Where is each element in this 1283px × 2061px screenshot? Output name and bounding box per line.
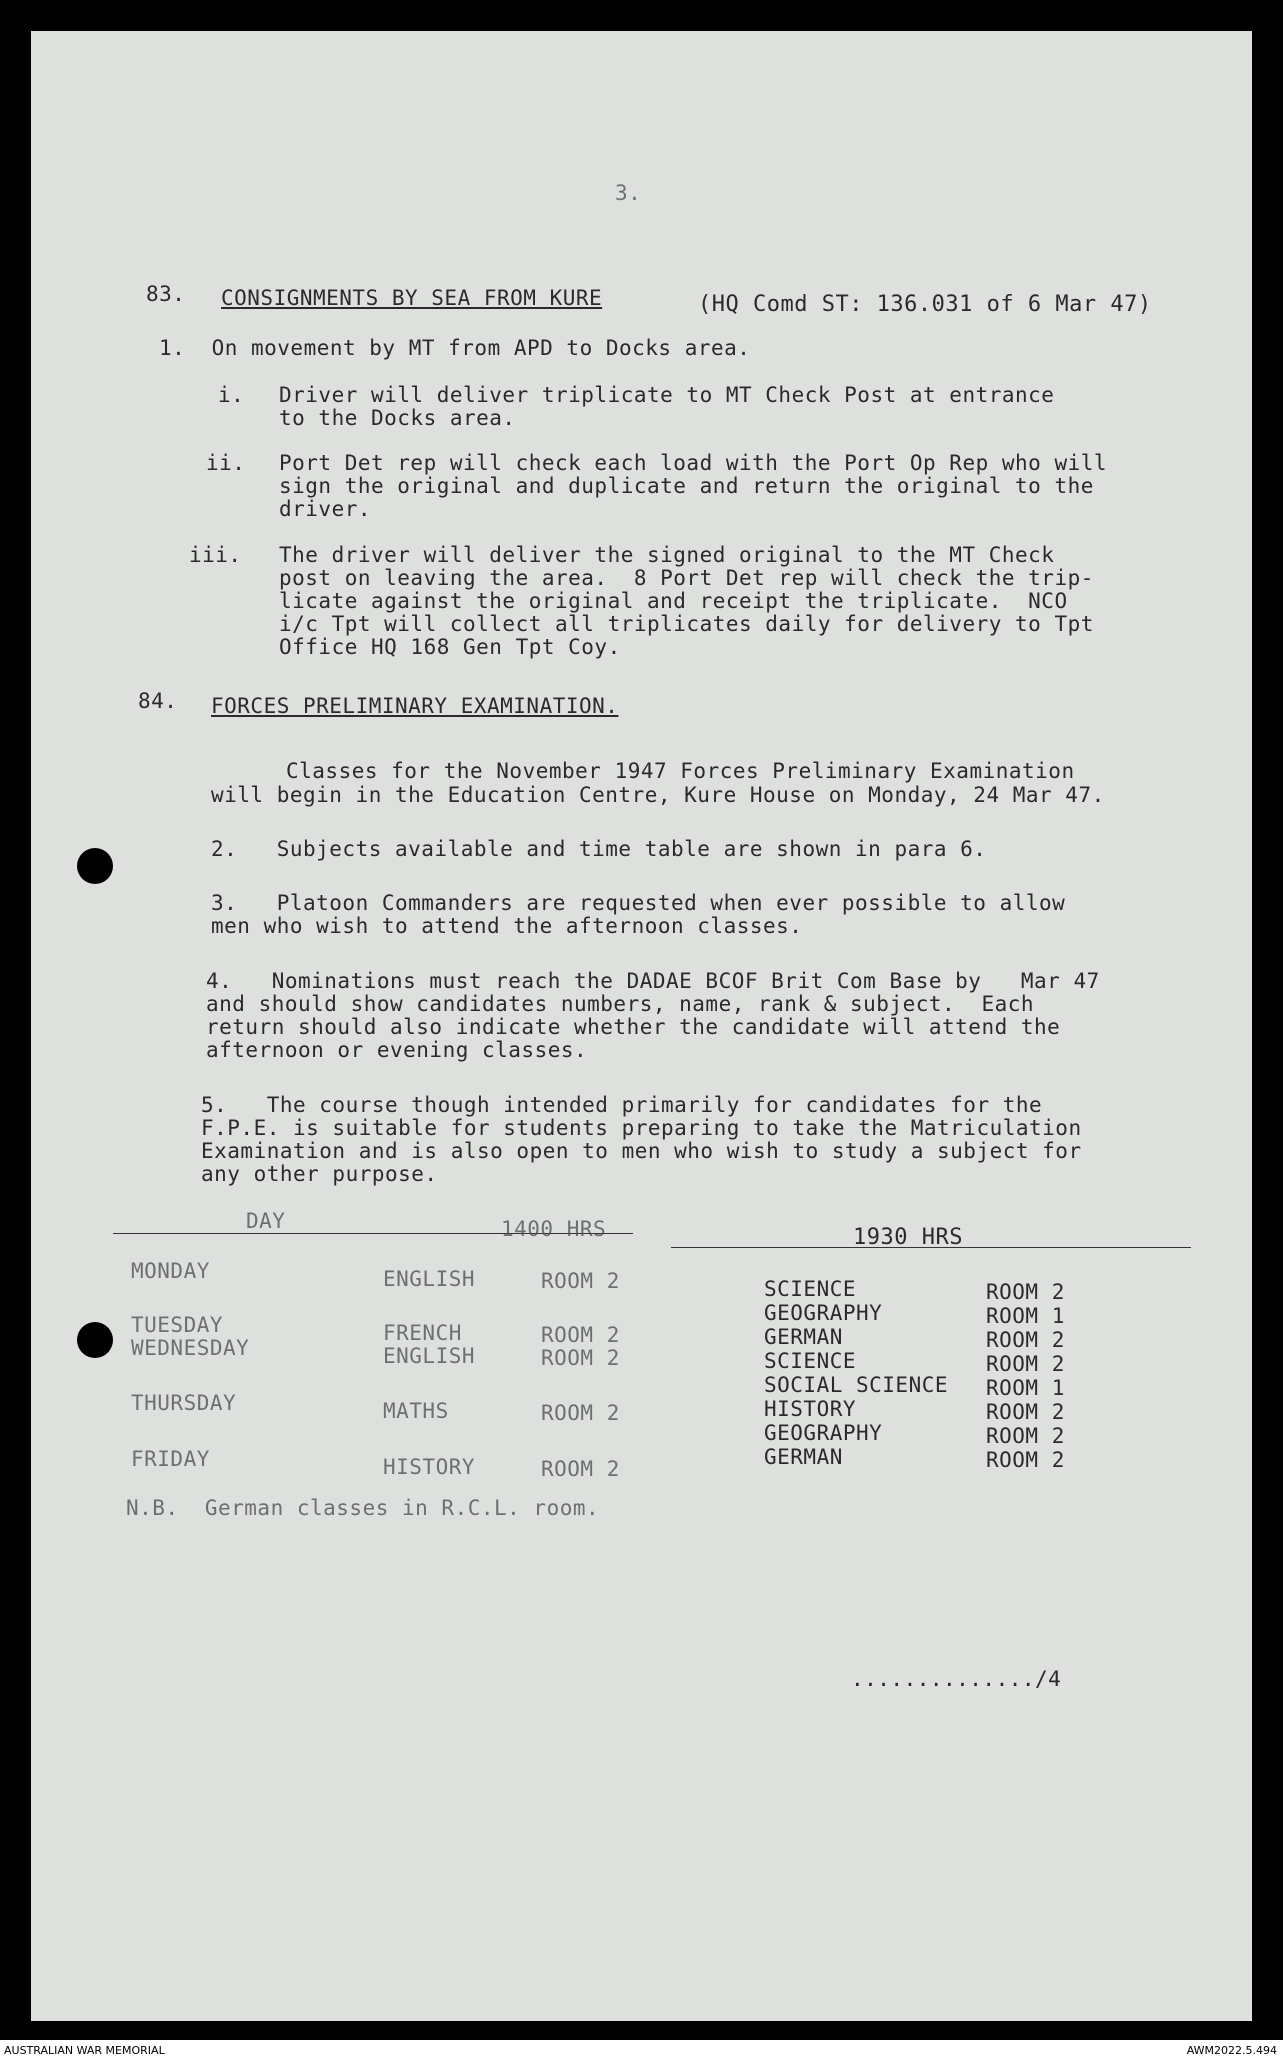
para-number: 84. bbox=[138, 689, 178, 713]
table-subject: ENGLISH bbox=[383, 1344, 476, 1368]
paragraph-line: F.P.E. is suitable for students preparing to take the Matriculation bbox=[201, 1116, 1082, 1140]
paragraph-line: will begin in the Education Centre, Kure House on Monday, 24 Mar 47. bbox=[211, 783, 1105, 807]
paragraph-line: 2. Subjects available and time table are shown in para 6. bbox=[211, 837, 987, 861]
item-line: The driver will deliver the signed original to the MT Check bbox=[279, 543, 1055, 567]
item-line: Port Det rep will check each load with the Port Op Rep who will bbox=[279, 451, 1108, 475]
archive-reference: AWM2022.5.494 bbox=[1186, 2044, 1277, 2057]
section-heading: FORCES PRELIMINARY EXAMINATION. bbox=[211, 694, 619, 718]
table-room: ROOM 2 bbox=[986, 1424, 1065, 1448]
table-day: MONDAY bbox=[131, 1259, 210, 1283]
table-day: WEDNESDAY bbox=[131, 1336, 250, 1360]
document-page bbox=[31, 31, 1252, 2021]
paragraph-line: men who wish to attend the afternoon classes. bbox=[211, 914, 803, 938]
table-room: ROOM 2 bbox=[986, 1448, 1065, 1472]
table-subject: HISTORY bbox=[383, 1455, 476, 1479]
item-line: Office HQ 168 Gen Tpt Coy. bbox=[279, 635, 621, 659]
paragraph-line: return should also indicate whether the candidate will attend the bbox=[206, 1015, 1061, 1039]
table-room: ROOM 2 bbox=[986, 1400, 1065, 1424]
item-line: post on leaving the area. 8 Port Det rep will check the trip- bbox=[279, 566, 1094, 590]
table-room: ROOM 2 bbox=[541, 1457, 620, 1481]
table-subject: GERMAN bbox=[764, 1325, 843, 1349]
table-subject: FRENCH bbox=[383, 1321, 462, 1345]
table-day: TUESDAY bbox=[131, 1313, 224, 1337]
item-number: iii. bbox=[189, 543, 242, 567]
column-header-day: DAY bbox=[246, 1209, 286, 1233]
paragraph-line: Examination and is also open to men who wish to study a subject for bbox=[201, 1139, 1082, 1163]
table-room: ROOM 2 bbox=[986, 1352, 1065, 1376]
table-room: ROOM 2 bbox=[986, 1280, 1065, 1304]
paragraph-line: Classes for the November 1947 Forces Preliminary Examination bbox=[286, 759, 1075, 783]
table-subject: SCIENCE bbox=[764, 1349, 857, 1373]
paragraph-line: 3. Platoon Commanders are requested when ever possible to allow bbox=[211, 891, 1066, 915]
table-subject: GEOGRAPHY bbox=[764, 1301, 883, 1325]
item-line: Driver will deliver triplicate to MT Check Post at entrance bbox=[279, 383, 1055, 407]
paragraph-line: afternoon or evening classes. bbox=[206, 1038, 588, 1062]
table-room: ROOM 2 bbox=[986, 1328, 1065, 1352]
paragraph-line: 4. Nominations must reach the DADAE BCOF Brit Com Base by Mar 47 bbox=[206, 969, 1100, 993]
table-room: ROOM 2 bbox=[541, 1269, 620, 1293]
paragraph-line: any other purpose. bbox=[201, 1162, 438, 1186]
table-room: ROOM 2 bbox=[541, 1401, 620, 1425]
item-line: to the Docks area. bbox=[279, 406, 516, 430]
table-note: N.B. German classes in R.C.L. room. bbox=[126, 1496, 600, 1520]
table-subject: SCIENCE bbox=[764, 1277, 857, 1301]
table-room: ROOM 1 bbox=[986, 1304, 1065, 1328]
table-subject: SOCIAL SCIENCE bbox=[764, 1373, 949, 1397]
table-subject: GEOGRAPHY bbox=[764, 1421, 883, 1445]
item-line: i/c Tpt will collect all triplicates daily for delivery to Tpt bbox=[279, 612, 1094, 636]
archive-footer bbox=[0, 2040, 1283, 2061]
item-line: driver. bbox=[279, 497, 372, 521]
table-subject: GERMAN bbox=[764, 1445, 843, 1469]
archive-name: AUSTRALIAN WAR MEMORIAL bbox=[4, 2044, 165, 2057]
punch-hole bbox=[77, 848, 113, 884]
item-number: ii. bbox=[206, 451, 246, 475]
column-header-evening: 1930 HRS bbox=[853, 1225, 963, 1250]
punch-hole bbox=[77, 1322, 113, 1358]
table-day: FRIDAY bbox=[131, 1447, 210, 1471]
paragraph-line: 5. The course though intended primarily for candidates for the bbox=[201, 1093, 1043, 1117]
paragraph-line: and should show candidates numbers, name, rank & subject. Each bbox=[206, 992, 1035, 1016]
reference: (HQ Comd ST: 136.031 of 6 Mar 47) bbox=[698, 292, 1152, 317]
table-subject: HISTORY bbox=[764, 1397, 857, 1421]
para-number: 83. bbox=[146, 282, 186, 306]
table-day: THURSDAY bbox=[131, 1391, 237, 1415]
column-header-afternoon: 1400 HRS bbox=[501, 1217, 607, 1241]
item-line: sign the original and duplicate and return the original to the bbox=[279, 474, 1094, 498]
table-room: ROOM 2 bbox=[541, 1346, 620, 1370]
item-line: licate against the original and receipt the triplicate. NCO bbox=[279, 589, 1068, 613]
item-number: i. bbox=[218, 383, 245, 407]
table-room: ROOM 2 bbox=[541, 1323, 620, 1347]
page-number: 3. bbox=[615, 181, 642, 205]
section-heading: CONSIGNMENTS BY SEA FROM KURE bbox=[221, 286, 603, 310]
table-room: ROOM 1 bbox=[986, 1376, 1065, 1400]
continuation-mark: ............../4 bbox=[851, 1667, 1062, 1691]
sub-heading: 1. On movement by MT from APD to Docks area. bbox=[159, 336, 751, 360]
table-subject: ENGLISH bbox=[383, 1267, 476, 1291]
table-subject: MATHS bbox=[383, 1399, 449, 1423]
